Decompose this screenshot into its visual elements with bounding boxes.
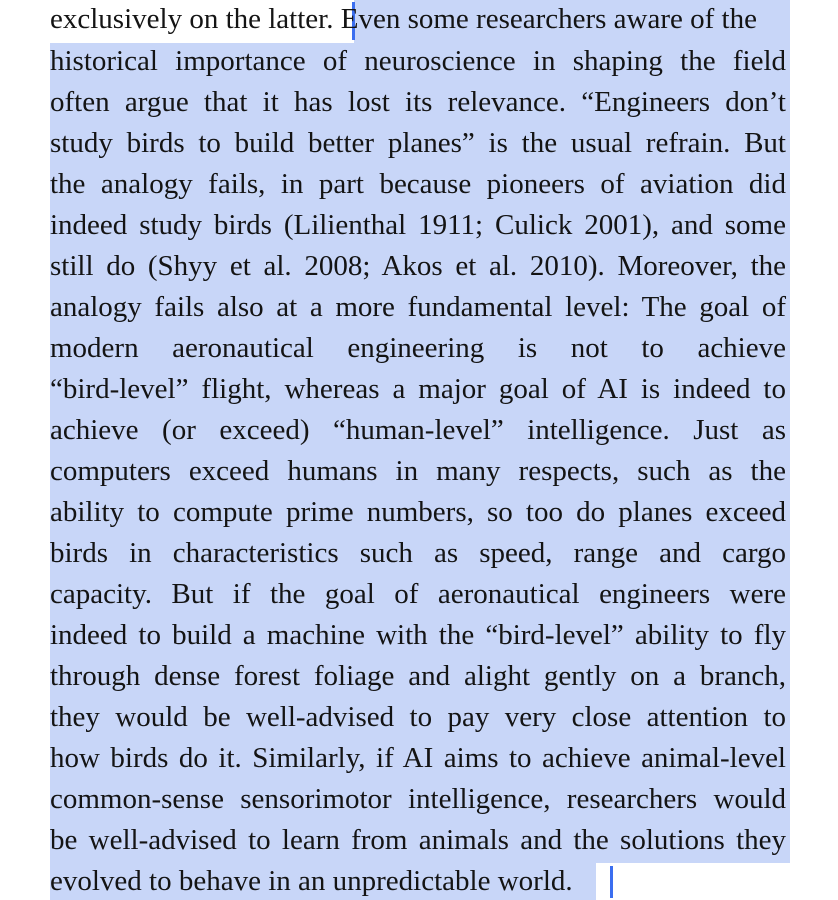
selected-text: Even some researchers aware of the <box>340 3 757 35</box>
text-line: the analogy fails, in part because pioneers of aviation did <box>50 168 786 200</box>
text-line: computers exceed humans in many respects, such as the <box>50 455 786 487</box>
text-line: they would be well-advised to pay very close attention to <box>50 701 786 733</box>
text-line: birds in characteristics such as speed, range and cargo <box>50 537 786 569</box>
unselected-text: exclusively on the latter. <box>50 3 341 35</box>
text-line: ability to compute prime numbers, so too do planes exceed <box>50 496 786 528</box>
text-line: indeed to build a machine with the “bird-level” ability to fly <box>50 619 786 651</box>
text-line: common-sense sensorimotor intelligence, researchers would <box>50 783 786 815</box>
text-line: how birds do it. Similarly, if AI aims to achieve animal-level <box>50 742 786 774</box>
text-line: achieve (or exceed) “human-level” intelligence. Just as <box>50 414 786 446</box>
text-line: still do (Shyy et al. 2008; Akos et al. 2010). Moreover, the <box>50 250 786 282</box>
text-line: historical importance of neuroscience in shaping the field <box>50 45 786 77</box>
text-line: capacity. But if the goal of aeronautical engineers were <box>50 578 786 610</box>
text-line: study birds to build better planes” is the usual refrain. But <box>50 127 786 159</box>
text-line: through dense forest foliage and alight gently on a branch, <box>50 660 786 692</box>
text-line: often argue that it has lost its relevance. “Engineers don’t <box>50 86 786 118</box>
text-line: modern aeronautical engineering is not to achieve <box>50 332 786 364</box>
text-line: “bird-level” flight, whereas a major goal of AI is indeed to <box>50 373 786 405</box>
text-line: evolved to behave in an unpredictable world. <box>50 865 573 897</box>
text-line: be well-advised to learn from animals and the solutions they <box>50 824 786 856</box>
text-line: indeed study birds (Lilienthal 1911; Culick 2001), and some <box>50 209 786 241</box>
text-line <box>50 3 786 36</box>
text-line: analogy fails also at a more fundamental level: The goal of <box>50 291 786 323</box>
